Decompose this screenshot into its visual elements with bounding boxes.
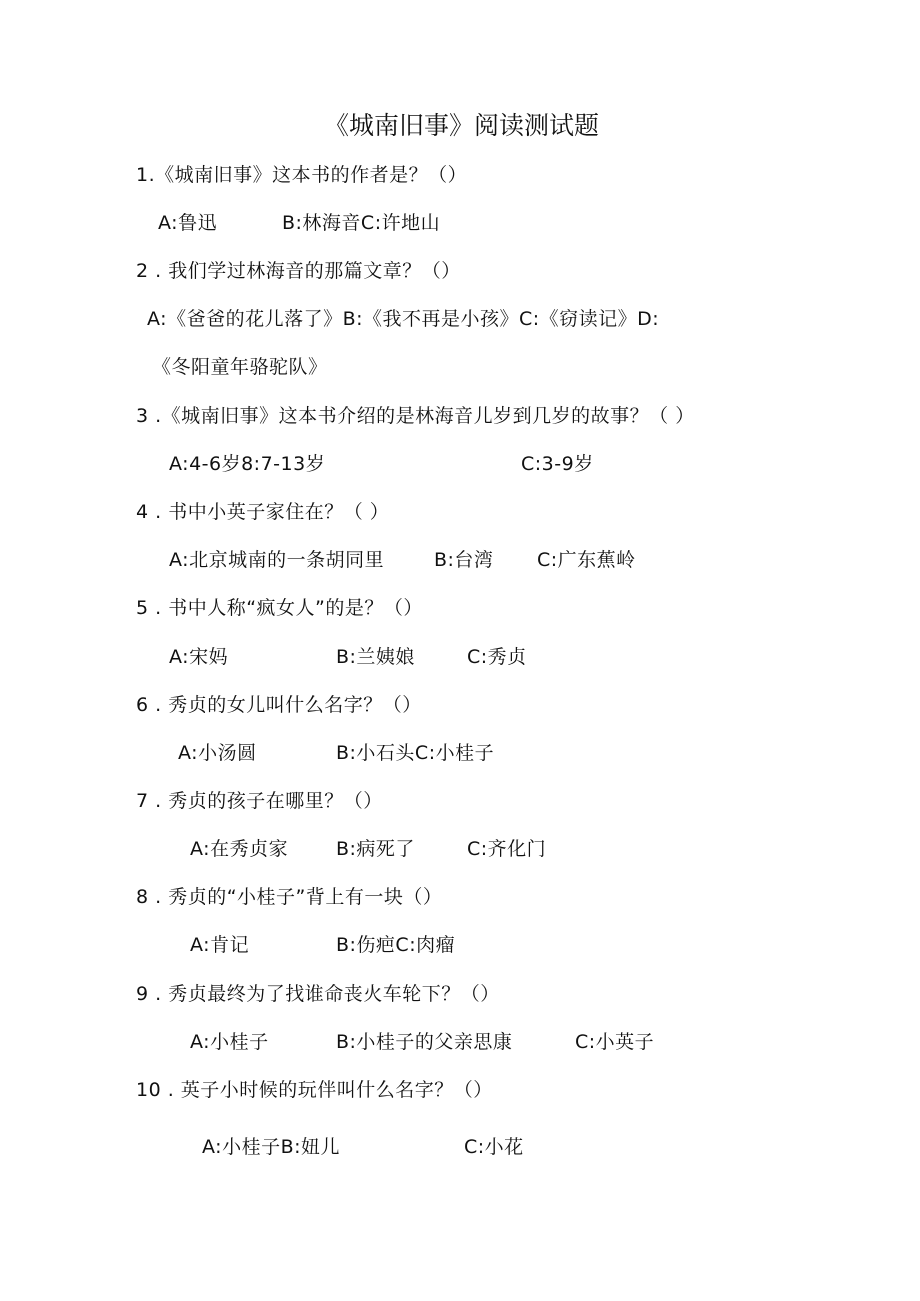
question-7-option-c: C:齐化门: [467, 838, 547, 860]
question-2-options-line1: A:《爸爸的花儿落了》B:《我不再是小孩》C:《窃读记》D:: [147, 308, 660, 330]
question-10-text: 10 . 英子小时候的玩伴叫什么名字？（）: [136, 1079, 493, 1101]
question-6-option-bc: B:小石头C:小桂子: [336, 742, 495, 764]
question-8-option-a: A:肯记: [190, 934, 250, 956]
question-3-text: 3 .《城南旧事》这本书介绍的是林海音儿岁到几岁的故事？（ ）: [136, 405, 695, 427]
question-5-text: 5 . 书中人称“疯女人”的是？（）: [136, 597, 423, 619]
question-8-text: 8 . 秀贞的“小桂子”背上有一块（）: [136, 886, 443, 908]
page-title: 《城南旧事》阅读测试题: [324, 111, 600, 140]
question-2-text: 2 . 我们学过林海音的那篇文章？（）: [136, 260, 461, 282]
question-3-option-c: C:3-9岁: [521, 453, 594, 475]
question-10-option-c: C:小花: [464, 1136, 524, 1158]
question-1-option-a: A:鲁迅: [158, 212, 218, 234]
question-7-option-a: A:在秀贞家: [190, 838, 289, 860]
question-6-text: 6 . 秀贞的女儿叫什么名字？（）: [136, 694, 422, 716]
question-5-option-a: A:宋妈: [169, 646, 229, 668]
question-10-option-ab: A:小桂子B:妞儿: [202, 1136, 341, 1158]
question-9-text: 9 . 秀贞最终为了找谁命丧火车轮下？（）: [136, 983, 500, 1005]
question-2-options-line2: 《冬阳童年骆驼队》: [152, 356, 328, 378]
question-1-option-bc: B:林海音C:许地山: [282, 212, 441, 234]
question-7-option-b: B:病死了: [336, 838, 415, 860]
question-5-option-b: B:兰姨娘: [336, 646, 415, 668]
question-4-option-b: B:台湾: [434, 549, 494, 571]
question-4-option-a: A:北京城南的一条胡同里: [169, 549, 385, 571]
question-6-option-a: A:小汤圆: [178, 742, 257, 764]
question-7-text: 7 . 秀贞的孩子在哪里？（）: [136, 790, 383, 812]
question-3-option-ab: A:4-6岁8:7-13岁: [169, 453, 326, 475]
question-4-text: 4 . 书中小英子家住在？（ ）: [136, 501, 390, 523]
question-4-option-c: C:广东蕉岭: [537, 549, 636, 571]
question-9-option-a: A:小桂子: [190, 1031, 269, 1053]
question-5-option-c: C:秀贞: [467, 646, 527, 668]
question-8-option-bc: B:伤疤C:肉瘤: [336, 934, 456, 956]
question-1-text: 1.《城南旧事》这本书的作者是？（）: [136, 164, 468, 186]
question-9-option-b: B:小桂子的父亲思康: [336, 1031, 513, 1053]
question-9-option-c: C:小英子: [575, 1031, 655, 1053]
